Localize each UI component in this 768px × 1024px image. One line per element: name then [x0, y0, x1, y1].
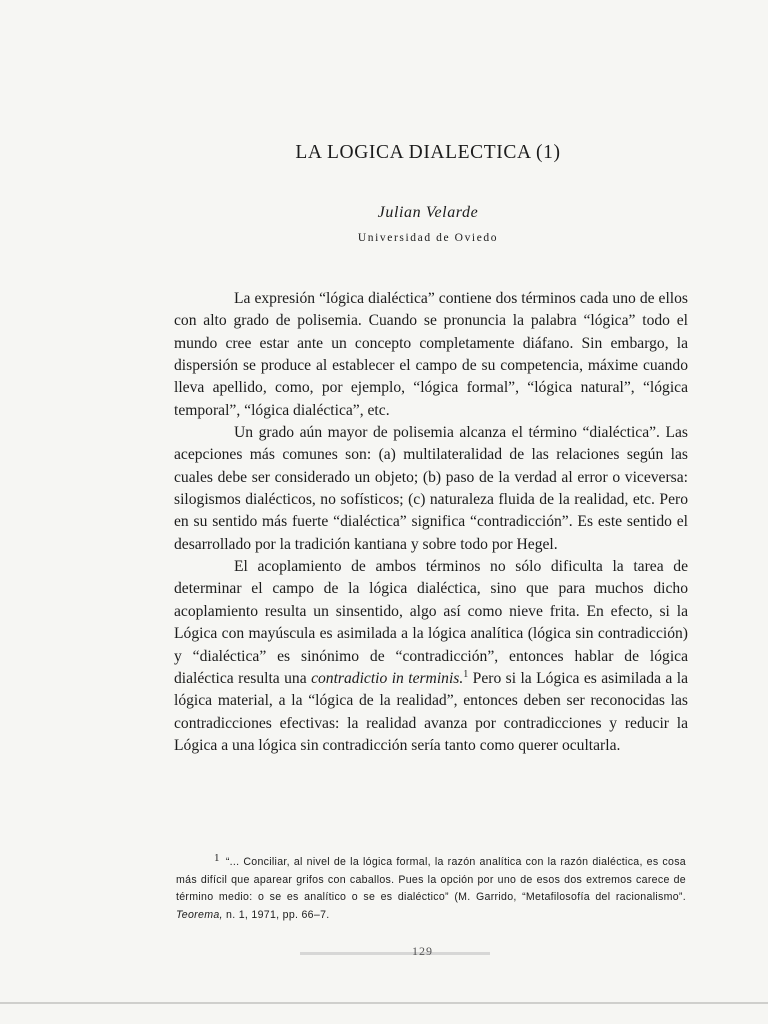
paragraph-1: La expresión “lógica dialéctica” contiene dos términos cada uno de ellos con alto grado de polisemia. Cuando se pronuncia la palabra “lógica” todo el mundo cree estar ante un concepto completamente diáfano. Sin embargo, la dispersión se produce al establecer el campo de su competencia, máxime cuando lleva apellido, como, por ejemplo, “lógica formal”, “lógica natural”, “lógica temporal”, “lógica dialéctica”, etc.	[174, 290, 688, 419]
paragraph-3	[174, 556, 688, 757]
footnote-text-b: n. 1, 1971, pp. 66–7.	[226, 908, 330, 921]
page-number: 129	[412, 944, 433, 958]
footnote-reference: 1	[463, 668, 469, 680]
article-body	[174, 288, 688, 757]
author-name: Julian Velarde	[377, 204, 479, 221]
author-affiliation: Universidad de Oviedo	[357, 232, 499, 244]
paragraph-3-part-a: El acoplamiento de ambos términos no sólo dificulta la tarea de determinar el campo de la lógica dialéctica, sino que para muchos dicho acoplamiento resulta un sinsentido, algo así como nieve frita. En efecto, si la Lógica con mayúscula es asimilada a la lógica analítica (lógica sin contradicción) y “dialéctica” es sinónimo de “contradicción”, entonces hablar de lógica dialéctica resulta una	[174, 558, 688, 687]
latin-phrase: contradictio in terminis.	[311, 669, 464, 687]
scan-bottom-edge	[0, 1002, 768, 1004]
footnote-text-a: “... Conciliar, al nivel de la lógica formal, la razón analítica con la razón dialéctica, es cosa más difícil que aparear grifos con caballos. Pues la opción por uno de esos dos extremos carece de término medio: o se es analítico o se es dialéctico” (M. Garrido, “Metafilosofía del racionalismo”.	[176, 856, 686, 903]
footnote	[176, 850, 686, 924]
article-title: LA LOGICA DIALECTICA (1)	[295, 142, 561, 163]
scan-smudge	[300, 952, 490, 955]
journal-name: Teorema,	[176, 908, 223, 921]
footnote-mark: 1	[214, 852, 220, 864]
paragraph-2: Un grado aún mayor de polisemia alcanza el término “dialéctica”. Las acepciones más comunes son: (a) multilateralidad de las relaciones según las cuales debe ser considerado un objeto; (b) paso de la verdad al error o viceversa: silogismos dialécticos, no sofísticos; (c) naturaleza fluida de la realidad, etc. Pero en su sentido más fuerte “dialéctica” significa “contradicción”. Es este sentido el desarrollado por la tradición kantiana y sobre todo por Hegel.	[174, 424, 688, 553]
paragraph-3-part-b: Pero si la Lógica es asimilada a la lógica material, a la “lógica de la realidad”, entonces deben ser reconocidas las contradicciones efectivas: la realidad avanza por contradicciones y reducir la Lógica a una lógica sin contradicción sería tanto como querer ocultarla.	[174, 669, 688, 754]
